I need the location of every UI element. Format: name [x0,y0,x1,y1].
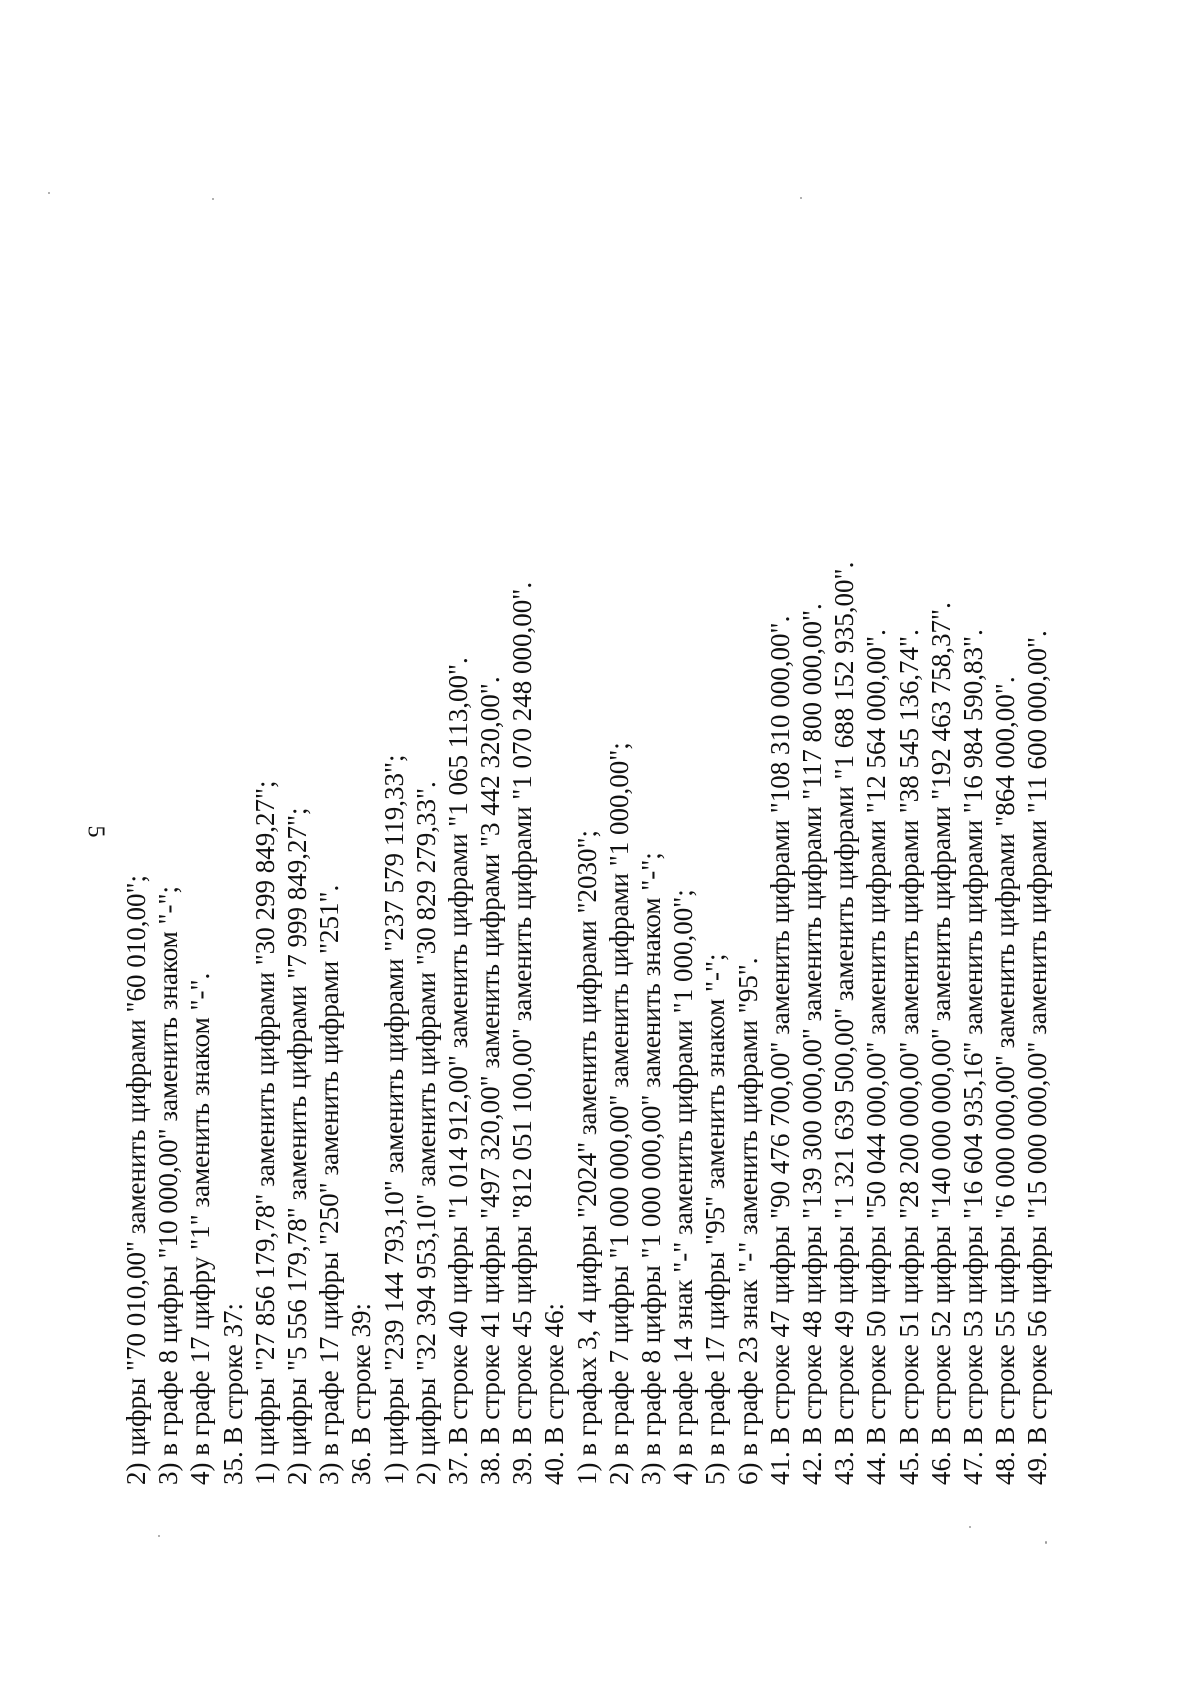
text-line: 4) в графе 14 знак "-" заменить цифрами "1 000,00"; [668,889,699,1485]
text-line: 2) цифры "5 556 179,78" заменить цифрами "7 999 849,27"; [281,807,312,1485]
scan-speck [48,192,50,194]
text-line: 40. В строке 46: [539,1302,570,1485]
scan-speck [1045,1541,1047,1544]
text-line: 37. В строке 40 цифры "1 014 912,00" заменить цифрами "1 065 113,00". [442,657,473,1485]
text-line: 41. В строке 47 цифры "90 476 700,00" заменить цифрами "108 310 000,00". [764,615,795,1485]
text-line: 4) в графе 17 цифру "1" заменить знаком "-". [185,972,216,1485]
text-line: 1) цифры "239 144 793,10" заменить цифрами "237 579 119,33"; [378,754,409,1485]
text-line: 39. В строке 45 цифры "812 051 100,00" заменить цифрами "1 070 248 000,00". [507,581,538,1485]
text-line: 35. В строке 37: [217,1302,248,1485]
text-line: 45. В строке 51 цифры "28 200 000,00" заменить цифрами "38 545 136,74". [893,629,924,1485]
text-line: 3) в графе 17 цифры "250" заменить цифрами "251". [314,884,345,1485]
text-line: 38. В строке 41 цифры "497 320,00" заменить цифрами "3 442 320,00". [475,676,506,1485]
text-line: 3) в графе 8 цифры "10 000,00" заменить знаком "-"; [153,885,184,1485]
page-number: 5 [82,825,109,838]
text-line: 6) в графе 23 знак "-" заменить цифрами "95". [732,957,763,1485]
amendments-text [120,45,1060,1485]
scan-speck [158,1535,160,1537]
text-line: 49. В строке 56 цифры "15 000 000,00" заменить цифрами "11 600 000,00". [1022,630,1053,1485]
scan-speck [212,198,214,200]
text-line: 2) цифры "70 010,00" заменить цифрами "60 010,00"; [121,874,151,1485]
text-line: 44. В строке 50 цифры "50 044 000,00" заменить цифрами "12 564 000,00". [861,629,892,1485]
text-line: 3) в графе 8 цифры "1 000 000,00" заменить знаком "-"; [636,852,666,1485]
text-line: 1) цифры "27 856 179,78" заменить цифрами "30 299 849,27"; [249,780,280,1485]
text-line: 43. В строке 49 цифры "1 321 639 500,00" заменить цифрами "1 688 152 935,00". [829,561,860,1485]
text-line: 47. В строке 53 цифры "16 604 935,16" заменить цифрами "16 984 590,83". [957,629,988,1485]
text-line: 36. В строке 39: [346,1302,377,1485]
text-line: 46. В строке 52 цифры "140 000 000,00" заменить цифрами "192 463 758,37". [925,602,956,1485]
text-line: 5) в графе 17 цифры "95" заменить знаком "-"; [700,953,731,1485]
scan-speck [969,1526,971,1528]
text-line: 1) в графах 3, 4 цифры "2024" заменить цифрами "2030"; [571,829,602,1485]
text-line: 2) цифры "32 394 953,10" заменить цифрами "30 829 279,33". [410,781,441,1485]
scan-speck [800,197,802,199]
text-line: 2) в графе 7 цифры "1 000 000,00" заменить цифрами "1 000,00"; [603,742,634,1485]
text-line: 48. В строке 55 цифры "6 000 000,00" заменить цифрами "864 000,00". [990,676,1021,1485]
text-line: 42. В строке 48 цифры "139 300 000,00" заменить цифрами "117 800 000,00". [796,603,827,1485]
